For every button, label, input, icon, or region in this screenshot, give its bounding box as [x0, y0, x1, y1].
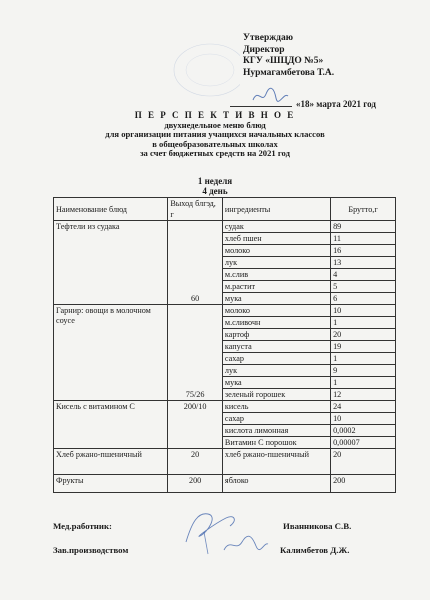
dish-name-cell: Кисель с витамином С [54, 401, 168, 449]
dish-name-cell: Фрукты [54, 475, 168, 493]
ingredient-cell: судак [222, 221, 330, 233]
dish-name-cell: Тефтели из судака [54, 221, 168, 305]
menu-table [53, 197, 396, 493]
signature-blank [230, 98, 292, 107]
manager-signature-icon [220, 532, 270, 558]
document-title [20, 111, 410, 159]
ingredient-cell: м.слив [222, 269, 330, 281]
manager-label: Зав.производством [53, 545, 129, 555]
brutto-cell: 1 [331, 377, 396, 389]
title-line: двухнедельное меню блюд [164, 119, 266, 130]
ingredient-cell: хлеб ржано-пшеничный [222, 449, 330, 475]
dish-output-cell: 60 [168, 221, 223, 305]
approval-block [243, 33, 334, 79]
brutto-cell: 9 [331, 365, 396, 377]
dish-output-cell: 200 [168, 475, 223, 493]
column-header: Выход блгэд, г [168, 198, 223, 221]
ingredient-cell: яблоко [222, 475, 330, 493]
ingredient-cell: хлеб пшен [222, 233, 330, 245]
manager-name: Калимбетов Д.Ж. [280, 545, 350, 555]
ingredient-cell: кислота лимонная [222, 425, 330, 437]
brutto-cell: 1 [331, 353, 396, 365]
ingredient-cell: сахар [222, 353, 330, 365]
table-row [54, 221, 396, 233]
dish-output-cell: 20 [168, 449, 223, 475]
brutto-cell: 24 [331, 401, 396, 413]
table-header-row [54, 198, 396, 221]
brutto-cell: 16 [331, 245, 396, 257]
brutto-cell: 20 [331, 329, 396, 341]
week-label: 1 неделя [197, 176, 233, 186]
seal-stamp-icon [140, 40, 240, 100]
brutto-cell: 13 [331, 257, 396, 269]
brutto-cell: 1 [331, 317, 396, 329]
week-day-heading [0, 177, 430, 196]
approval-line: Нурмагамбетова Т.А. [243, 67, 335, 78]
ingredient-cell: кисель [222, 401, 330, 413]
ingredient-cell: лук [222, 257, 330, 269]
ingredient-cell: зеленый горошек [222, 389, 330, 401]
ingredient-cell: мука [222, 293, 330, 305]
table-row [54, 401, 396, 413]
ingredient-cell: молоко [222, 305, 330, 317]
table-row [54, 475, 396, 493]
day-label: 4 день [202, 185, 228, 196]
approval-line: КГУ «ШЦДО №5» [243, 56, 324, 66]
dish-output-cell: 75/26 [168, 305, 223, 401]
brutto-cell: 11 [331, 233, 396, 245]
ingredient-cell: капуста [222, 341, 330, 353]
table-row [54, 449, 396, 475]
brutto-cell: 4 [331, 269, 396, 281]
brutto-cell: 0,0002 [331, 425, 396, 437]
title-line: П Е Р С П Е К Т И В Н О Е [134, 110, 296, 120]
medic-label: Мед.работник: [53, 521, 112, 531]
column-header: Наименование блюд [54, 198, 168, 221]
brutto-cell: 10 [331, 305, 396, 317]
ingredient-cell: мука [222, 377, 330, 389]
table-row [54, 305, 396, 317]
title-line: для организации питания учащихся начальных классов [105, 129, 325, 140]
brutto-cell: 200 [331, 475, 396, 493]
title-line: за счет бюджетных средств на 2021 год [140, 148, 290, 159]
ingredient-cell: м.сливочн [222, 317, 330, 329]
title-line: в общеобразовательных школах [152, 138, 278, 149]
brutto-cell: 19 [331, 341, 396, 353]
brutto-cell: 20 [331, 449, 396, 475]
dish-output-cell: 200/10 [168, 401, 223, 449]
ingredient-cell: лук [222, 365, 330, 377]
table-body [54, 221, 396, 493]
approval-date: «18» марта 2021 год [230, 98, 376, 109]
dish-name-cell: Гарнир: овощи в молочном соусе [54, 305, 168, 401]
approval-line: Утверждаю [243, 33, 293, 43]
column-header: Брутто,г [331, 198, 396, 221]
brutto-cell: 12 [331, 389, 396, 401]
approval-line: Директор [243, 44, 285, 55]
medic-name: Иванникова С.В. [283, 521, 352, 531]
ingredient-cell: м.растит [222, 281, 330, 293]
brutto-cell: 89 [331, 221, 396, 233]
brutto-cell: 5 [331, 281, 396, 293]
brutto-cell: 0,00007 [331, 437, 396, 449]
dish-name-cell: Хлеб ржано-пшеничный [54, 449, 168, 475]
column-header: ингредиенты [222, 198, 330, 221]
brutto-cell: 10 [331, 413, 396, 425]
ingredient-cell: молоко [222, 245, 330, 257]
ingredient-cell: Витамин С порошок [222, 437, 330, 449]
ingredient-cell: картоф [222, 329, 330, 341]
brutto-cell: 6 [331, 293, 396, 305]
ingredient-cell: сахар [222, 413, 330, 425]
